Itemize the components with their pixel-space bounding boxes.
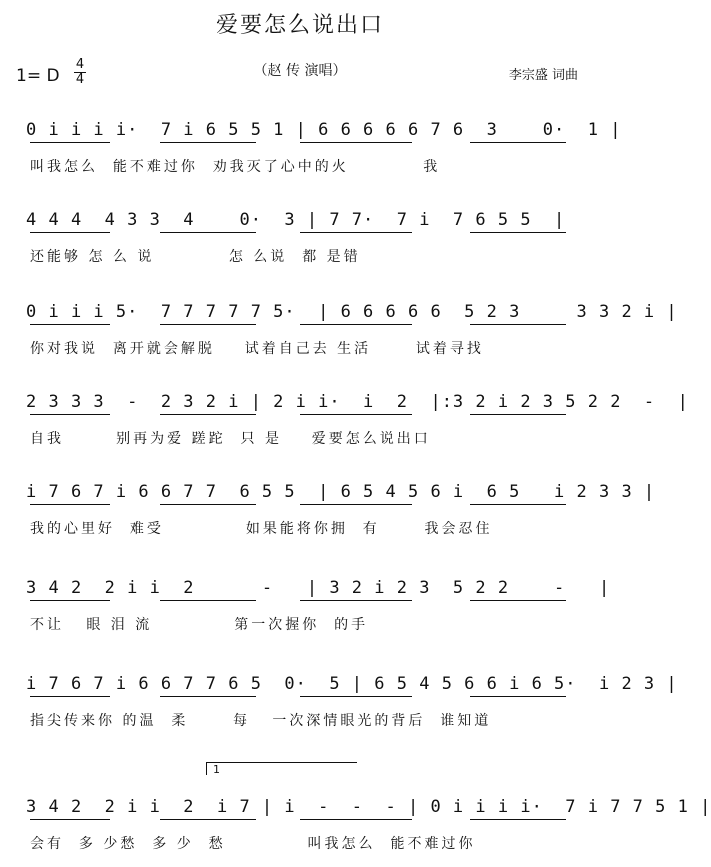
volta-label: 1 (213, 763, 220, 776)
beam-underline (30, 414, 110, 415)
beam-underline (160, 696, 256, 697)
beam-underline (160, 504, 256, 505)
beam-underline (30, 232, 110, 233)
score-row-notes: 3 4 2 2 i i 2 i 7 | i - - - | 0 i i i i· 7 i 7 7 5 1 | (26, 797, 711, 817)
beam-underline (470, 696, 566, 697)
key-signature: 1= D (16, 66, 60, 86)
score-row-lyric: 还能够 怎 么 说 怎 么说 都 是错 (30, 249, 361, 265)
beam-underline (470, 414, 566, 415)
score-row-lyric: 你对我说 离开就会解脱 试着自己去 生活 试着寻找 (30, 341, 484, 357)
credit-line: 李宗盛 词曲 (508, 68, 578, 83)
beam-underline (300, 819, 412, 820)
score-row-lyric: 不让 眼 泪 流 第一次握你 的手 (30, 617, 369, 633)
score-row-lyric: 叫我怎么 能不难过你 劝我灭了心中的火 我 (30, 159, 441, 175)
beam-underline (160, 142, 256, 143)
score-row-notes: 3 4 2 2 i i 2 - | 3 2 i 2 3 5 2 2 - | (26, 578, 611, 598)
beam-underline (300, 696, 412, 697)
beam-underline (30, 324, 110, 325)
beam-underline (30, 696, 110, 697)
beam-underline (470, 232, 566, 233)
beam-underline (300, 504, 412, 505)
score-row-lyric: 指尖传来你 的温 柔 每 一次深情眼光的背后 谁知道 (30, 713, 492, 729)
beam-underline (30, 142, 110, 143)
beam-underline (30, 600, 110, 601)
beam-underline (160, 600, 256, 601)
beam-underline (30, 504, 110, 505)
beam-underline (470, 819, 566, 820)
beam-underline (470, 600, 566, 601)
score-row-notes: 4 4 4 4 3 3 4 0· 3 | 7 7· 7 i 7 6 5 5 | (26, 210, 566, 230)
beam-underline (300, 142, 412, 143)
beam-underline (30, 819, 110, 820)
time-signature-top: 4 (75, 57, 85, 72)
beam-underline (300, 600, 412, 601)
beam-underline (160, 414, 256, 415)
beam-underline (160, 819, 256, 820)
score-row-lyric: 会有 多 少愁 多 少 愁 叫我怎么 能不难过你 (30, 836, 476, 852)
score-row-lyric: 我的心里好 难受 如果能将你拥 有 我会忍住 (30, 521, 493, 537)
score-row-notes: 0 i i i 5· 7 7 7 7 7 5· | 6 6 6 6 6 5 2 3 3 3 2 i | (26, 302, 678, 322)
score-row-notes: 2 3 3 3 - 2 3 2 i | 2 i i· i 2 |:3 2 i 2 3 5 2 2 - | (26, 392, 689, 412)
beam-underline (300, 414, 412, 415)
score-row-notes: 0 i i i i· 7 i 6 5 5 1 | 6 6 6 6 6 7 6 3 0· 1 | (26, 120, 622, 140)
song-title: 爱要怎么说出口 (215, 13, 384, 38)
beam-underline (160, 232, 256, 233)
score-row-notes: i 7 6 7 i 6 6 7 7 6 5 5 | 6 5 4 5 6 i 6 5 i 2 3 3 | (26, 482, 656, 502)
time-signature-bottom: 4 (75, 72, 85, 87)
beam-underline (470, 504, 566, 505)
score-row-lyric: 自我 别再为爱 蹉跎 只 是 爱要怎么说出口 (30, 431, 431, 447)
score-row-notes: i 7 6 7 i 6 6 7 7 6 5 0· 5 | 6 5 4 5 6 6 i 6 5· i 2 3 | (26, 674, 678, 694)
beam-underline (300, 232, 412, 233)
first-ending-bracket (206, 762, 357, 775)
beam-underline (300, 324, 412, 325)
beam-underline (160, 324, 256, 325)
beam-underline (470, 142, 566, 143)
beam-underline (470, 324, 566, 325)
performer-subtitle: （赵 传 演唱） (253, 63, 347, 79)
